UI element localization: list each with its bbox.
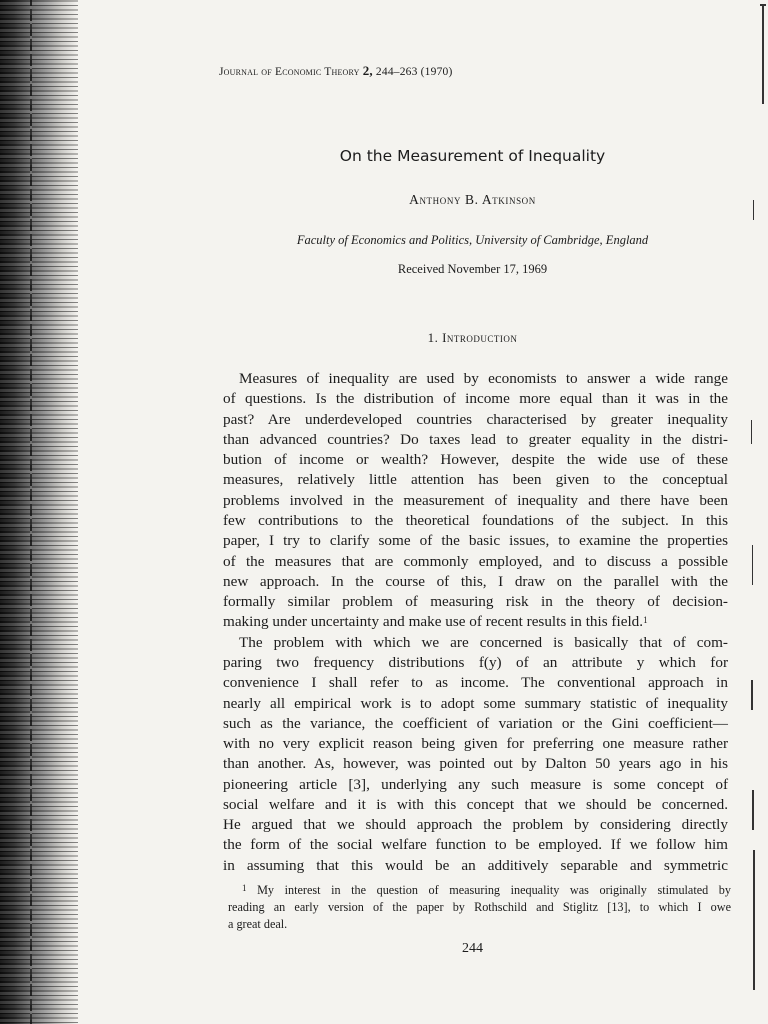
- text-line: He argued that we should approach the problem by considering directly: [223, 816, 728, 834]
- running-head: [219, 63, 453, 79]
- footnote-ref[interactable]: 1: [643, 615, 648, 626]
- text-line: pioneering article [3], underlying any such measure is some concept of: [223, 775, 728, 793]
- text-line: of questions. Is the distribution of income more equal than it was in the: [223, 390, 728, 408]
- text-line: social welfare and it is with this concept that we should be concerned.: [223, 795, 728, 813]
- text-line: few contributions to the theoretical foundations of the subject. In this: [223, 511, 728, 529]
- page-number: 244: [462, 941, 483, 956]
- footnote: [228, 882, 731, 933]
- journal-name: Journal of Economic Theory: [219, 66, 360, 78]
- text-line: of the measures that are commonly employed, and to discuss a possible: [223, 552, 728, 570]
- text-line: [223, 612, 728, 632]
- journal-volume: 2,: [362, 63, 373, 78]
- received-date: Received November 17, 1969: [397, 262, 548, 276]
- text-line: convenience I shall refer to as income. The conventional approach in: [223, 674, 728, 692]
- text-line: formally similar problem of measuring risk in the theory of decision-: [223, 593, 728, 611]
- paragraph-2: [223, 633, 728, 876]
- text-line: past? Are underdeveloped countries characterised by greater inequality: [223, 410, 728, 428]
- text-line: in assuming that this would be an additively separable and symmetric: [223, 856, 728, 874]
- paper-author: Anthony B. Atkinson: [409, 192, 536, 207]
- text-line: the form of the social welfare function to be employed. If we follow him: [223, 836, 728, 854]
- text-line: measures, relatively little attention has been given to the conceptual: [223, 471, 728, 489]
- text-line: nearly all empirical work is to adopt some summary statistic of inequality: [223, 694, 728, 712]
- body-text: [223, 369, 728, 876]
- text-line: than advanced countries? Do taxes lead to greater equality in the distri-: [223, 430, 728, 448]
- paper-title: On the Measurement of Inequality: [339, 147, 606, 165]
- author-affiliation: Faculty of Economics and Politics, University of Cambridge, England: [296, 233, 649, 247]
- text-line: problems involved in the measurement of inequality and there have been: [223, 491, 728, 509]
- text-line-content: making under uncertainty and make use of recent results in this field.: [223, 613, 644, 631]
- journal-pages-year: 244–263 (1970): [375, 66, 453, 78]
- text-line: paring two frequency distributions f(y) of an attribute y which for: [223, 653, 728, 671]
- footnote-line: a great deal.: [228, 917, 288, 931]
- text-line: bution of income or wealth? However, despite the wide use of these: [223, 451, 728, 469]
- text-line: such as the variance, the coefficient of variation or the Gini coefficient—: [223, 714, 728, 732]
- footnote-text: My interest in the question of measuring inequality was originally stimulated by: [257, 883, 731, 897]
- paragraph-1: [223, 369, 728, 633]
- text-line: than another. As, however, was pointed out by Dalton 50 years ago in his: [223, 755, 728, 773]
- text-line: The problem with which we are concerned is basically that of com-: [239, 633, 728, 651]
- footnote-line: [228, 882, 731, 899]
- section-heading: 1. Introduction: [427, 330, 518, 345]
- footnote-marker: 1: [242, 883, 247, 893]
- footnote-line: reading an early version of the paper by Rothschild and Stiglitz [13], to which I owe: [228, 900, 731, 914]
- text-line: new approach. In the course of this, I draw on the parallel with the: [223, 572, 728, 590]
- text-line: paper, I try to clarify some of the basic issues, to examine the properties: [223, 532, 728, 550]
- text-line: with no very explicit reason being given for preferring one measure rather: [223, 735, 728, 753]
- text-line: Measures of inequality are used by economists to answer a wide range: [239, 370, 728, 387]
